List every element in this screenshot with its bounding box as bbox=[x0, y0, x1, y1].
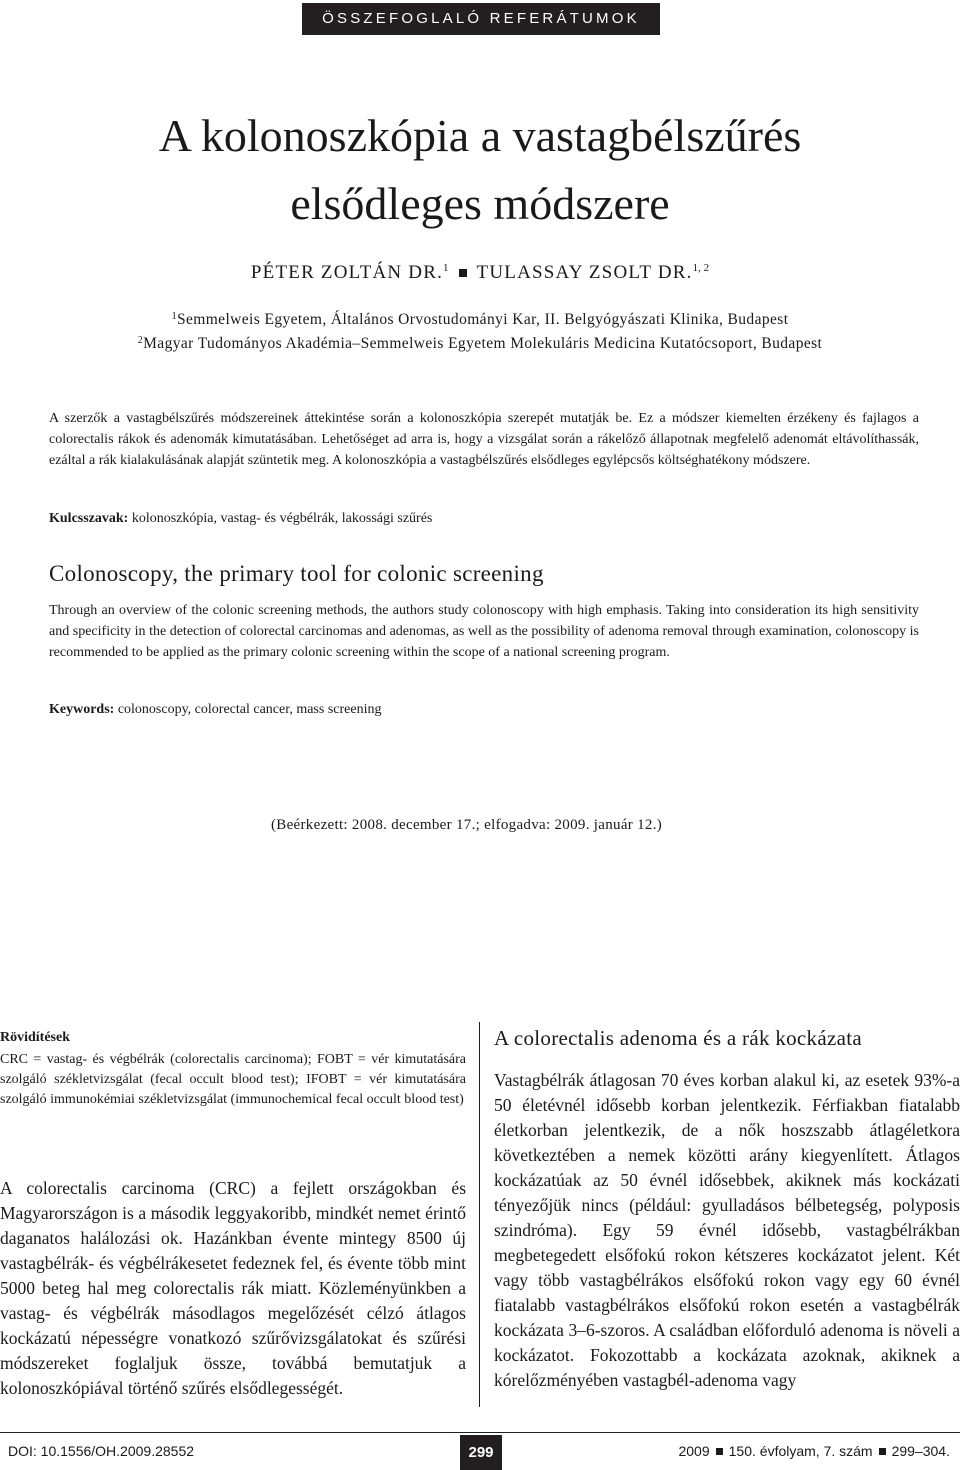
footer-volume-issue: 150. évfolyam, 7. szám bbox=[728, 1443, 873, 1459]
footer-doi[interactable]: DOI: 10.1556/OH.2009.28552 bbox=[8, 1443, 195, 1459]
author-1: PÉTER ZOLTÁN DR. bbox=[250, 262, 444, 283]
title-line-2: elsődleges módszere bbox=[290, 178, 670, 229]
intro-paragraph: A colorectalis carcinoma (CRC) a fejlett országokban és Magyarországon is a második leggyakoribb, mindkét nemet érintő daganatos halálozási ok. Hazánkban évente mintegy 8500 új vastagbélrák- és végbélrákesetet fedeznek fel, és évente több mint 5000 beteg hal meg colorectalis rák miatt. Közleményünkben a vastag- és végbélrák másodlagos megelőzését célzó átlagos kockázatú népességre vonatkozó szűrővizsgálatokat és szűrési módszereket foglaljuk össze, továbbá bemutatjuk a kolonoszkópiával történő szűrés elsődlegességét. bbox=[0, 1178, 466, 1398]
author-1-affiliation: 1 bbox=[443, 262, 449, 274]
author-list bbox=[0, 262, 960, 284]
affiliation-2-text: Magyar Tudományos Akadémia–Semmelweis Egyetem Molekuláris Medicina Kutatócsoport, Budapest bbox=[143, 335, 823, 352]
keywords-en-label: Keywords: bbox=[49, 702, 115, 717]
column-divider bbox=[479, 1022, 480, 1407]
affiliation-1 bbox=[0, 311, 960, 329]
abstract-english: Through an overview of the colonic screening methods, the authors study colonoscopy with high emphasis. Taking into consideration its high sensitivity and specificity in the detection of colorectal carcinomas and adenomas, as well as the possibility of adenoma removal through examination, colonoscopy is recommended to be applied as the primary colonic screening within the scope of a national screening program. bbox=[49, 603, 919, 660]
affiliation-1-text: Semmelweis Egyetem, Általános Orvostudományi Kar, II. Belgyógyászati Klinika, Budapest bbox=[176, 311, 789, 328]
footer-year: 2009 bbox=[678, 1443, 710, 1459]
page-number: 299 bbox=[460, 1435, 502, 1470]
abstract-hungarian: A szerzők a vastagbélszűrés módszereinek áttekintése során a kolonoszkópia szerepét mutatják be. Ez a módszer kiemelten érzékeny és fajlagos a colorectalis rákok és adenomák kimutatásában. Lehetőséget ad arra is, hogy a vizsgálat során a rákelőző állapotnak megfelelő adenomát eltávolíthassák, ezáltal a rák kialakulásának alapját szüntetik meg. A kolonoszkópia a vastagbélszűrés elsődleges egylépcsős költséghatékony módszere. bbox=[49, 411, 919, 468]
footer-issue-info bbox=[678, 1443, 950, 1459]
english-title: Colonoscopy, the primary tool for colonic screening bbox=[49, 561, 544, 586]
abbreviations-heading: Rövidítések bbox=[0, 1030, 70, 1045]
author-2-affiliation: 1, 2 bbox=[692, 262, 710, 274]
separator-square-icon bbox=[459, 269, 467, 277]
title-line-1: A kolonoszkópia a vastagbélszűrés bbox=[158, 110, 802, 161]
section-heading: A colorectalis adenoma és a rák kockázata bbox=[494, 1026, 862, 1050]
abbreviations-text: CRC = vastag- és végbélrák (colorectalis carcinoma); FOBT = vér kimutatására szolgáló székletvizsgálat (fecal occult blood test); IFOBT = vér kimutatására szolgáló immunokémiai székletvizsgálat (immunochemical fecal occult blood test) bbox=[0, 1052, 466, 1107]
footer-rule bbox=[0, 1432, 960, 1433]
footer-page-range: 299–304. bbox=[891, 1443, 950, 1459]
received-dates: (Beérkezett: 2008. december 17.; elfogadva: 2009. január 12.) bbox=[271, 817, 663, 833]
keywords-english bbox=[49, 702, 919, 718]
affiliation-2 bbox=[0, 335, 960, 353]
separator-square-icon bbox=[716, 1448, 723, 1455]
keywords-hu-text: kolonoszkópia, vastag- és végbélrák, lakossági szűrés bbox=[131, 511, 433, 526]
keywords-hu-label: Kulcsszavak: bbox=[49, 511, 129, 526]
author-2: TULASSAY ZSOLT DR. bbox=[476, 262, 693, 283]
affiliation-2-number: 2 bbox=[137, 335, 144, 346]
keywords-hungarian bbox=[49, 511, 919, 527]
separator-square-icon bbox=[879, 1448, 886, 1455]
article-title bbox=[0, 102, 960, 238]
affiliation-1-number: 1 bbox=[171, 311, 177, 322]
section-banner: ÖSSZEFOGLALÓ REFERÁTUMOK bbox=[302, 3, 660, 35]
section-paragraph: Vastagbélrák átlagosan 70 éves korban alakul ki, az esetek 93%-a 50 életévnél idősebb korban jelentkezik. Férfiakban fiatalabb életkorban jelentkezik, de a nők hoszszabb átlagéletkora következtében a nemek közötti arány kiegyenlített. Átlagos kockázatúak az 50 évnél idősebbek, akiknek más kockázati tényezőjük nincs (például: gyulladásos bélbetegség, polyposis szindróma). Egy 59 évnél idősebb, vastagbélrákban megbetegedett elsőfokú rokon kétszeres kockázatot jelent. Két vagy több vastagbélrákos elsőfokú rokon vagy egy 60 évnél fiatalabb vastagbélrákos elsőfokú rokon esetén a vastagbélrák kockázata 3–6-szoros. A családban előforduló adenoma is növeli a kockázatot. Fokozottabb a kockázata azoknak, akiknek a kórelőzményében vastagbél-adenoma vagy bbox=[494, 1070, 960, 1390]
keywords-en-text: colonoscopy, colorectal cancer, mass screening bbox=[117, 702, 382, 717]
